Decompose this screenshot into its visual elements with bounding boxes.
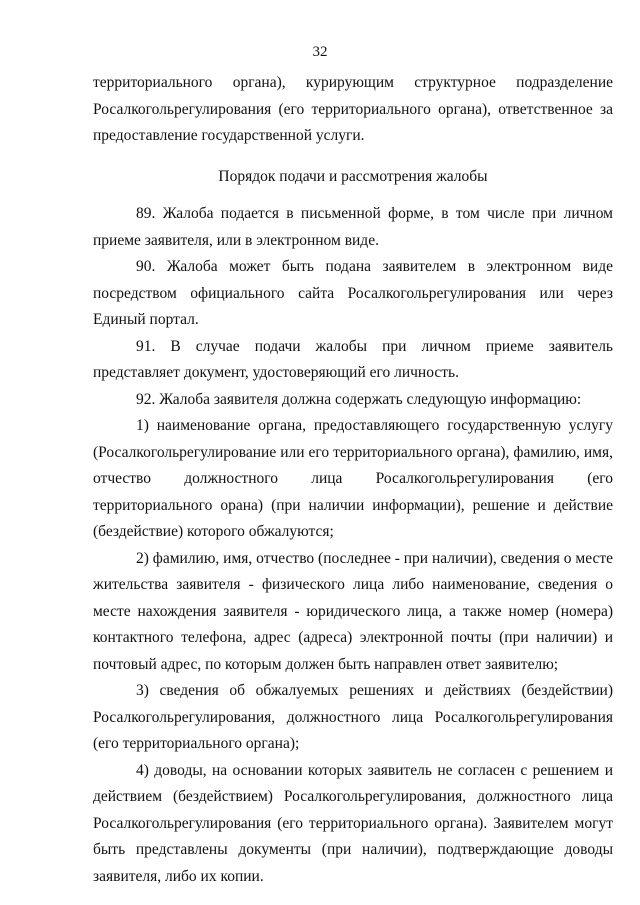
list-item-3: 3) сведения об обжалуемых решениях и действиях (бездействии) Росалкогольрегулирования, должностного лица Росалкогольрегулирования (его территориального органа); bbox=[93, 682, 613, 752]
list-item-4: 4) доводы, на основании которых заявитель не согласен с решением и действием (бездействием) Росалкогольрегулирования, должностного лица Росалкогольрегулирования (его территориального органа). Заявителем могут быть представлены документы (при наличии), подтверждающие доводы заявителя, либо их копии. bbox=[93, 761, 613, 885]
document-body bbox=[93, 70, 613, 890]
list-item-2: 2) фамилию, имя, отчество (последнее - при наличии), сведения о месте жительства заявителя - физического лица либо наименование, сведения о месте нахождения заявителя - юридического лица, а также номер (номера) контактного телефона, адрес (адреса) электронной почты (при наличии) и почтовый адрес, по которым должен быть направлен ответ заявителю; bbox=[93, 549, 613, 673]
paragraph-continuation: территориального органа), курирующим структурное подразделение Росалкогольрегулирования (его территориального органа), ответственное за предоставление государственной услуги. bbox=[93, 74, 613, 144]
paragraph-91: 91. В случае подачи жалобы при личном приеме заявитель представляет документ, удостоверяющий его личность. bbox=[93, 337, 613, 381]
list-item-1: 1) наименование органа, предоставляющего государственную услугу (Росалкогольрегулирование или его территориального органа), фамилию, имя, отчество должностного лица Росалкогольрегулирования (его территориального орана) (при наличии информации), решение и действие (бездействие) которого обжалуются; bbox=[93, 417, 613, 540]
paragraph-90: 90. Жалоба может быть подана заявителем в электронном виде посредством официального сайта Росалкогольрегулирования или через Единый портал. bbox=[93, 258, 613, 328]
paragraph-89: 89. Жалоба подается в письменной форме, в том числе при личном приеме заявителя, или в электронном виде. bbox=[93, 205, 613, 249]
paragraph-92: 92. Жалоба заявителя должна содержать следующую информацию: bbox=[136, 390, 582, 408]
section-heading: Порядок подачи и рассмотрения жалобы bbox=[218, 167, 488, 185]
page-number: 32 bbox=[312, 44, 328, 60]
